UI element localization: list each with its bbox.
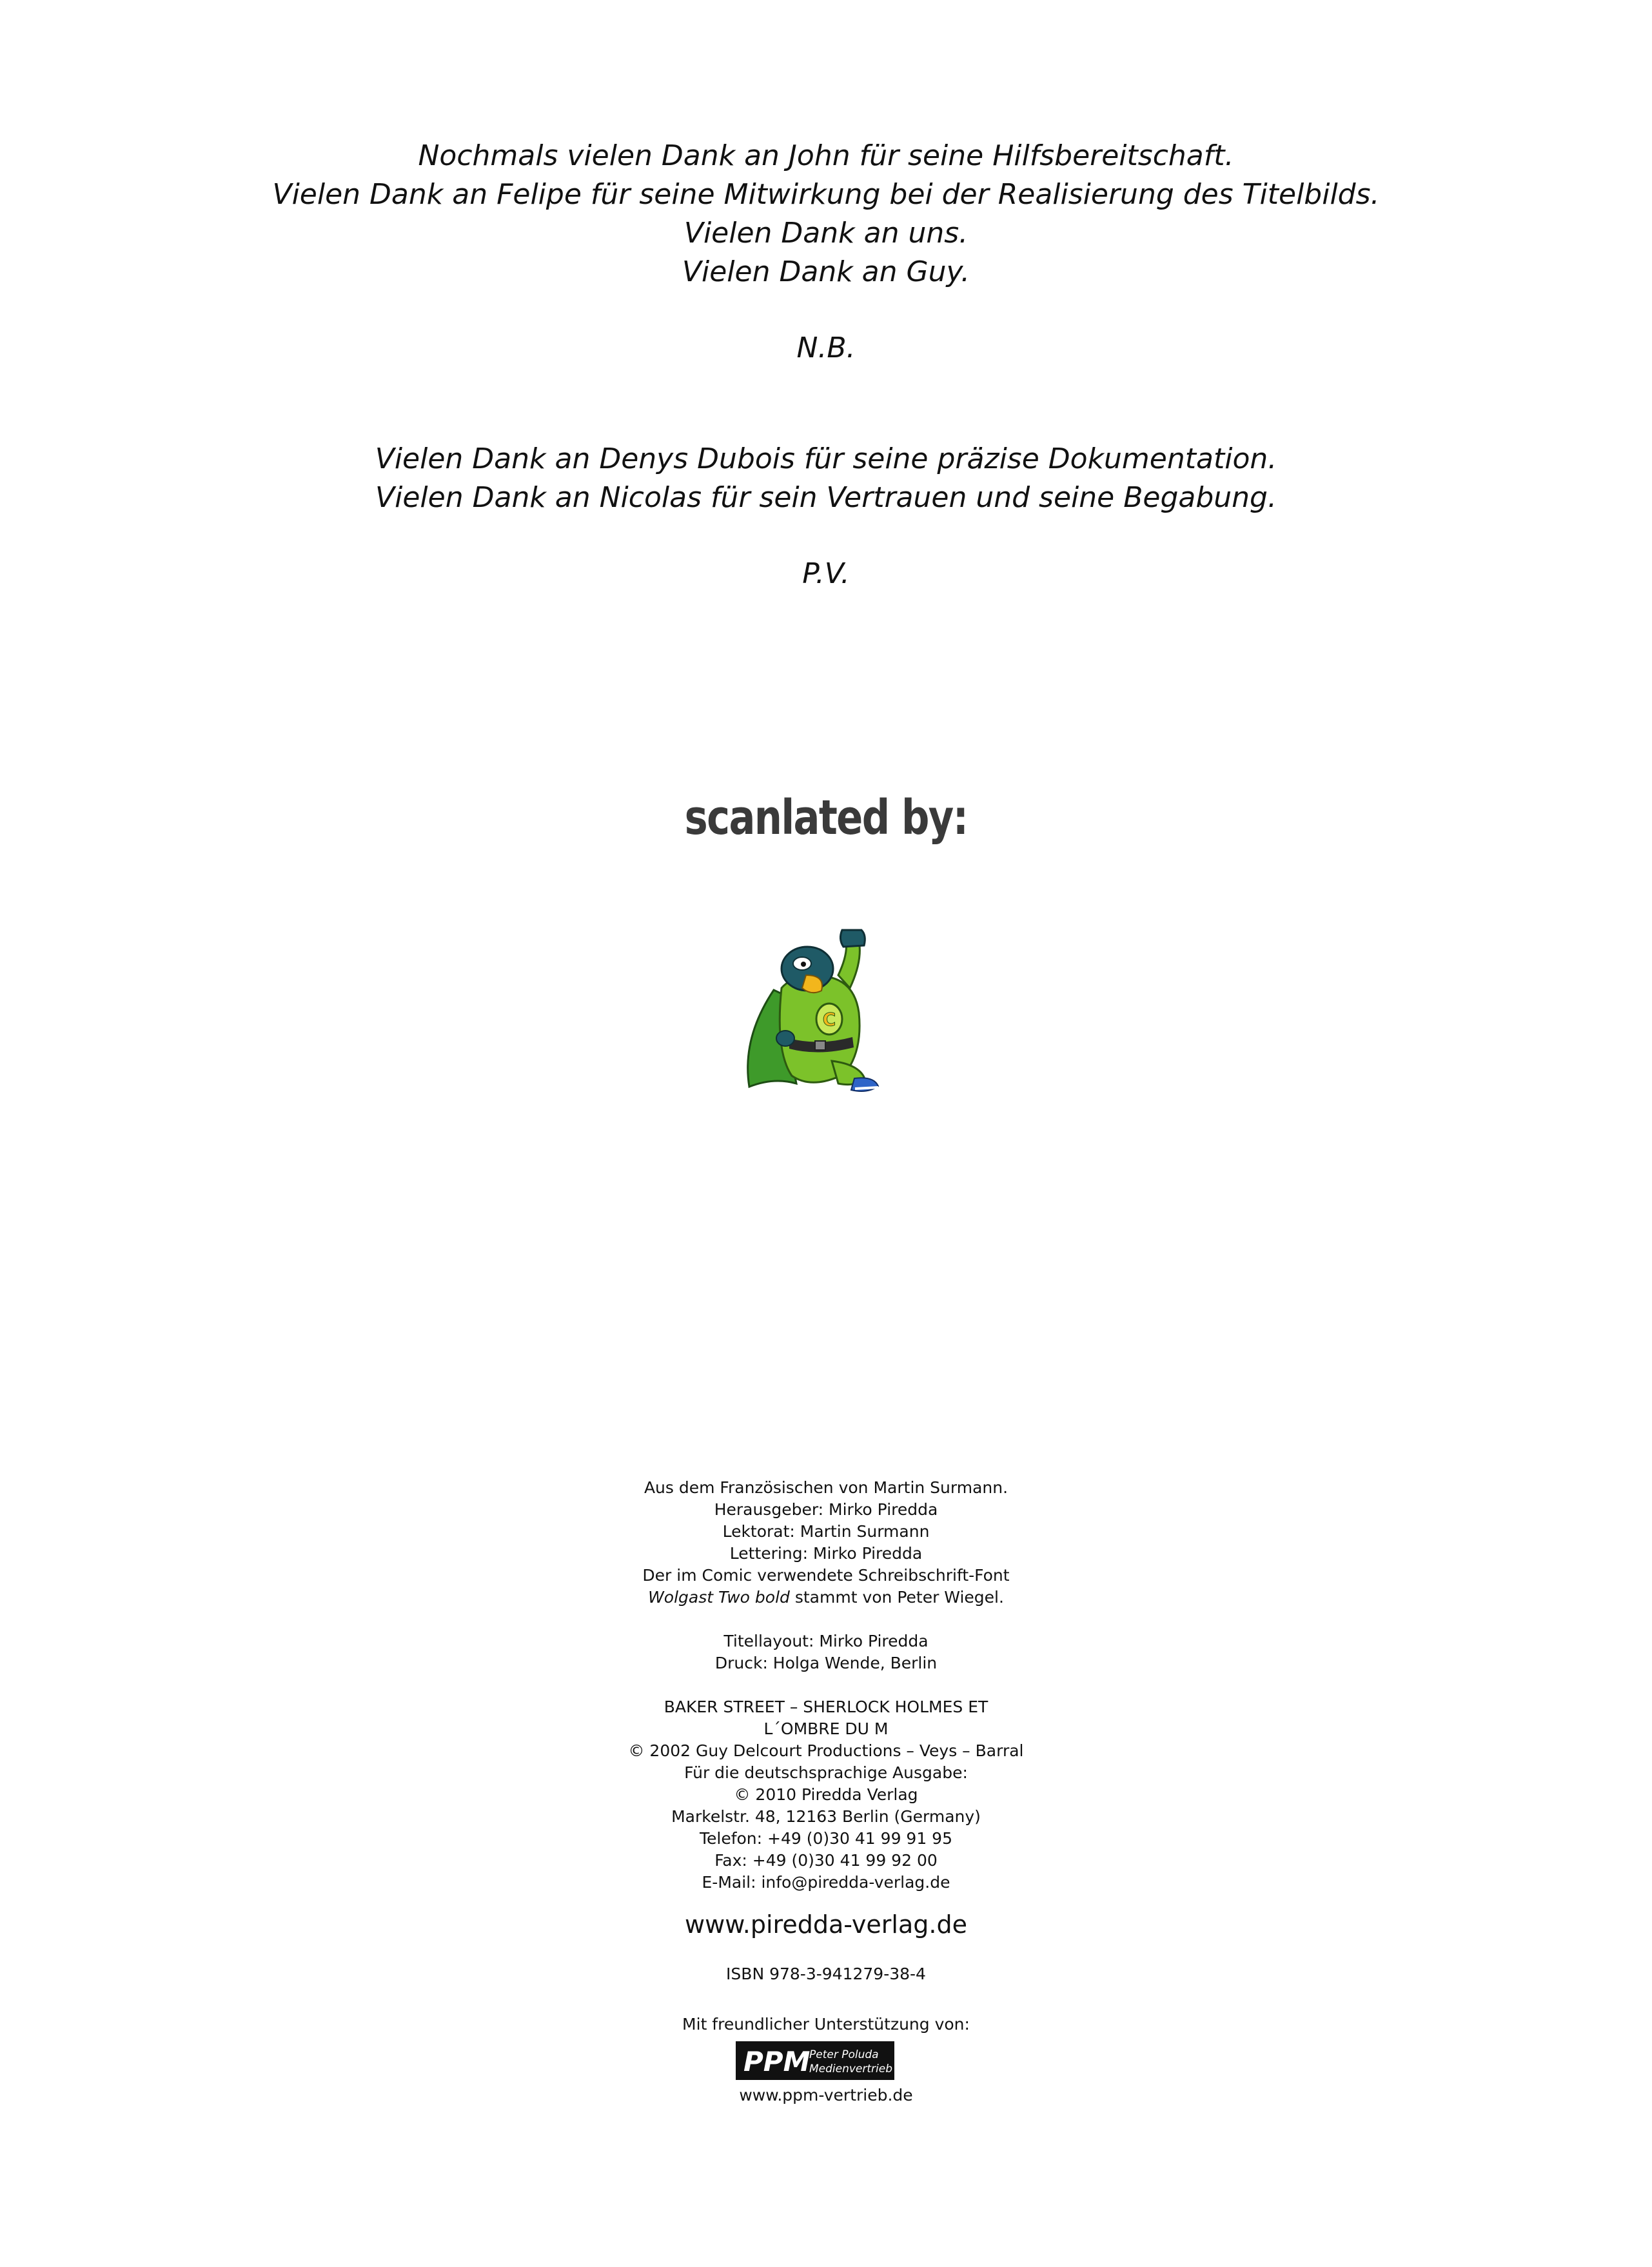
- rights-line: E-Mail: info@piredda-verlag.de: [702, 1873, 950, 1892]
- rights-line: Markelstr. 48, 12163 Berlin (Germany): [671, 1807, 981, 1826]
- ppm-url[interactable]: www.ppm-vertrieb.de: [739, 2086, 913, 2104]
- rights-line: Für die deutschsprachige Ausgabe:: [684, 1763, 968, 1782]
- credit-line: Der im Comic verwendete Schreibschrift-Font: [642, 1566, 1010, 1585]
- thanks-line: Vielen Dank an Guy.: [682, 255, 970, 288]
- website-link[interactable]: www.piredda-verlag.de: [685, 1910, 967, 1939]
- credit-line: Titellayout: Mirko Piredda: [723, 1632, 929, 1650]
- font-note-rest: stammt von Peter Wiegel.: [789, 1588, 1004, 1607]
- thanks-nb: [0, 137, 1652, 368]
- isbn: ISBN 978-3-941279-38-4: [726, 1965, 926, 1983]
- ppm-logo-text: PPM: [743, 2046, 811, 2077]
- credit-line: Lektorat: Martin Surmann: [722, 1522, 930, 1541]
- font-name: Wolgast Two bold: [648, 1588, 790, 1607]
- thanks-line: Vielen Dank an Felipe für seine Mitwirkung bei der Realisierung des Titelbilds.: [272, 178, 1380, 211]
- thanks-line: Vielen Dank an Nicolas für sein Vertrauen und seine Begabung.: [375, 481, 1277, 514]
- credit-line: Herausgeber: Mirko Piredda: [714, 1500, 938, 1519]
- support-label: Mit freundlicher Unterstützung von:: [682, 2015, 970, 2034]
- rights-line: © 2010 Piredda Verlag: [734, 1785, 918, 1804]
- thanks-line: Vielen Dank an Denys Dubois für seine präzise Dokumentation.: [375, 442, 1277, 475]
- rights-line: L´OMBRE DU M: [763, 1719, 889, 1738]
- ppm-logo: [736, 2041, 894, 2080]
- scanlated-by-heading: scanlated by:: [684, 790, 968, 846]
- rights-line: Fax: +49 (0)30 41 99 92 00: [714, 1851, 938, 1870]
- ppm-line2: Medienvertrieb: [809, 2063, 893, 2075]
- imprint: [0, 1477, 1652, 2035]
- rights-line: BAKER STREET – SHERLOCK HOLMES ET: [664, 1698, 988, 1716]
- thanks-line: Nochmals vielen Dank an John für seine Hilfsbereitschaft.: [418, 139, 1234, 172]
- svg-text:C: C: [822, 1009, 836, 1030]
- thanks-line: Vielen Dank an uns.: [683, 217, 969, 250]
- ppm-line1: Peter Poluda: [809, 2048, 879, 2061]
- thanks-pv: [0, 440, 1652, 593]
- rights-line: Telefon: +49 (0)30 41 99 91 95: [699, 1829, 952, 1848]
- credit-line: Druck: Holga Wende, Berlin: [714, 1654, 938, 1672]
- superhero-mascot-icon: [735, 929, 909, 1096]
- signature-nb: N.B.: [796, 332, 856, 364]
- credit-line: Aus dem Französischen von Martin Surmann.: [644, 1478, 1008, 1497]
- rights-line: © 2002 Guy Delcourt Productions – Veys – Barral: [628, 1741, 1024, 1760]
- credit-line: Lettering: Mirko Piredda: [729, 1544, 923, 1563]
- signature-pv: P.V.: [802, 557, 850, 590]
- font-note: [0, 1587, 1652, 1609]
